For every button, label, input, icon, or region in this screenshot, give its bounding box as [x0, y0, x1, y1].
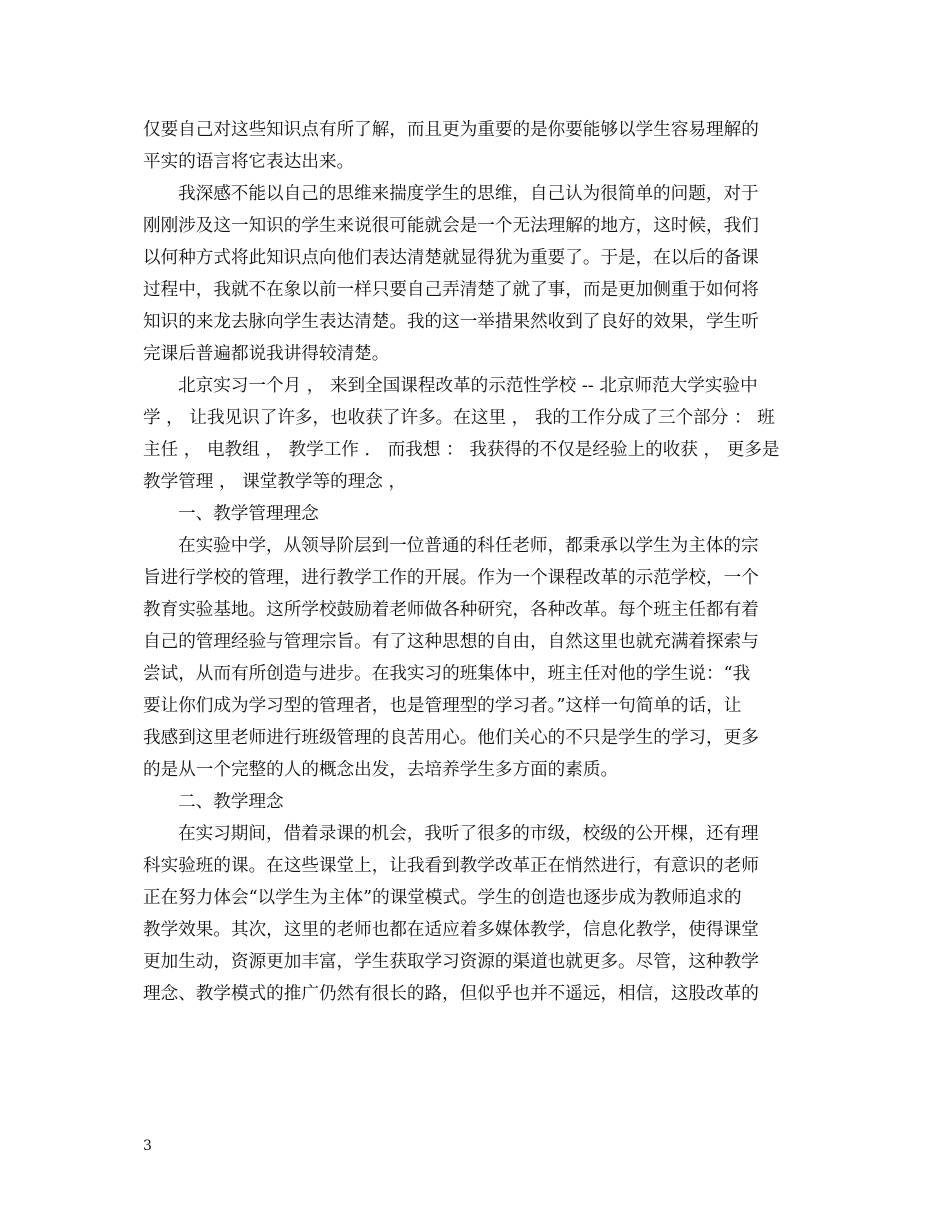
text-line: 仅要自己对这些知识点有所了解，而且更为重要的是你要能够以学生容易理解的 — [143, 120, 759, 140]
page-content — [143, 114, 809, 1010]
paragraph — [143, 178, 809, 370]
text-line: 北京实习一个月 ， 来到全国课程改革的示范性学校 -- 北京师范大学实验中 — [178, 376, 758, 396]
text-line: 的是从一个完整的人的概念出发，去培养学生多方面的素质。 — [143, 760, 619, 780]
paragraph — [143, 818, 809, 1010]
text-line: 学 ， 让我见识了许多，也收获了许多。在这里 ， 我的工作分成了三个部分 ： 班 — [143, 408, 775, 428]
text-line: 自己的管理经验与管理宗旨。有了这种思想的自由，自然这里也就充满着探索与 — [143, 632, 759, 652]
text-line: 科实验班的课。在这些课堂上，让我看到教学改革正在悄然进行，有意识的老师 — [143, 856, 759, 876]
text-line: 教育实验基地。这所学校鼓励着老师做各种研究，各种改革。每个班主任都有着 — [143, 600, 759, 620]
section-heading — [143, 498, 809, 530]
text-line: 完课后普遍都说我讲得较清楚。 — [143, 344, 390, 364]
text-line: 教学管理 ， 课堂教学等的理念 ， — [143, 472, 407, 492]
text-line: 主任 ， 电教组 ， 教学工作 ． 而我想 ： 我获得的不仅是经验上的收获 ， 更多是 — [143, 440, 780, 460]
page-number: 3 — [143, 1138, 152, 1154]
text-line: 在实习期间，借着录课的机会，我听了很多的市级，校级的公开棵，还有理 — [178, 824, 759, 844]
paragraph — [143, 114, 809, 178]
text-line: 要让你们成为学习型的管理者，也是管理型的学习者。”这样一句简单的话，让 — [143, 696, 742, 716]
text-line: 教学效果。其次，这里的老师也都在适应着多媒体教学，信息化教学，使得课堂 — [143, 920, 759, 940]
text-line: 我感到这里老师进行班级管理的良苦用心。他们关心的不只是学生的学习，更多 — [143, 728, 759, 748]
paragraph — [143, 370, 809, 498]
section-heading — [143, 786, 809, 818]
text-line: 刚刚涉及这一知识的学生来说很可能就会是一个无法理解的地方，这时候，我们 — [143, 216, 759, 236]
text-line: 一、教学管理理念 — [178, 504, 319, 524]
text-line: 理念、教学模式的推广仍然有很长的路，但似乎也并不遥远，相信，这股改革的 — [143, 984, 759, 1004]
text-line: 更加生动，资源更加丰富，学生获取学习资源的渠道也就更多。尽管，这种教学 — [143, 952, 759, 972]
text-line: 尝试，从而有所创造与进步。在我实习的班集体中，班主任对他的学生说：“我 — [143, 664, 751, 684]
paragraph — [143, 530, 809, 786]
text-line: 我深感不能以自己的思维来揣度学生的思维，自己认为很简单的问题，对于 — [178, 184, 759, 204]
text-line: 在实验中学，从领导阶层到一位普通的科任老师，都秉承以学生为主体的宗 — [178, 536, 759, 556]
text-line: 旨进行学校的管理，进行教学工作的开展。作为一个课程改革的示范学校，一个 — [143, 568, 759, 588]
text-line: 以何种方式将此知识点向他们表达清楚就显得犹为重要了。于是，在以后的备课 — [143, 248, 759, 268]
text-line: 过程中，我就不在象以前一样只要自己弄清楚了就了事，而是更加侧重于如何将 — [143, 280, 759, 300]
text-line: 正在努力体会“以学生为主体”的课堂模式。学生的创造也逐步成为教师追求的 — [143, 888, 742, 908]
text-line: 二、教学理念 — [178, 792, 284, 812]
text-line: 平实的语言将它表达出来。 — [143, 152, 355, 172]
text-line: 知识的来龙去脉向学生表达清楚。我的这一举措果然收到了良好的效果，学生听 — [143, 312, 759, 332]
